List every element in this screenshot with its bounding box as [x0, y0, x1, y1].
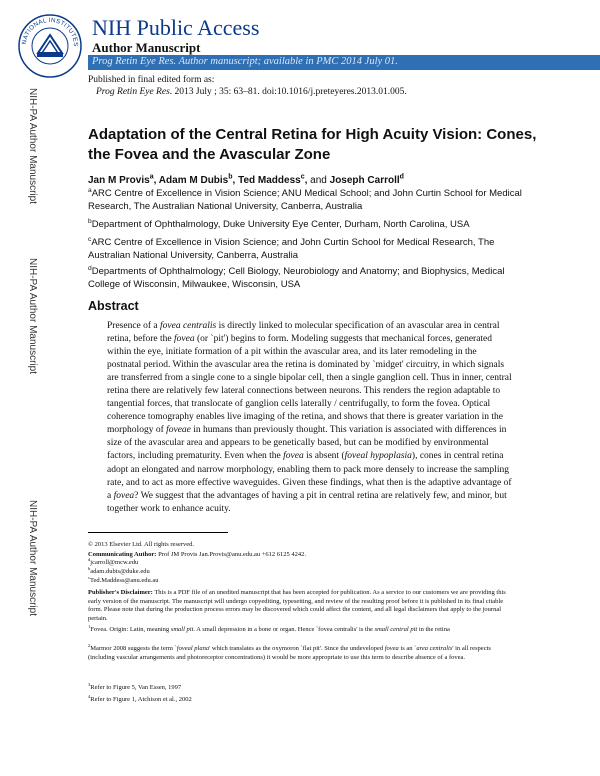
published-in-label: Published in final edited form as: [88, 75, 215, 85]
author-name: Adam M Dubis [158, 175, 229, 186]
publisher-disclaimer: Publisher's Disclaimer: This is a PDF file of an unedited manuscript that has been accepted for publication. As a service to our customers we are providing this early version of the manuscript. The manuscript will undergo copyediting, typesetting, and review of the resulting proof before it is published in its final citable form. Please note that during the production process errors may be discovered which could affect the content, and all legal disclaimers that apply to the journal pertain. [88, 589, 506, 622]
email-b: $^b$adam.dubis@duke.edu [88, 565, 150, 575]
affiliation-text: Departments of Ophthalmology; Cell Biology, Neurobiology and Anatomy; and Biophysics, Medical College of Wisconsin, Milwaukee, Wisconsin, USA [88, 266, 505, 290]
copyright-note: © 2013 Elsevier Ltd. All rights reserved. [88, 541, 195, 548]
citation-text: . 2013 July ; 35: 63–81. doi:10.1016/j.preteyeres.2013.01.005. [169, 87, 407, 97]
journal-name: Prog Retin Eye Res [96, 87, 170, 97]
author-sup: a [149, 173, 154, 181]
citation-line [96, 87, 407, 97]
footnote-4: $^4$Refer to Figure 1, Atchison et al., 2002 [88, 693, 192, 703]
header-band-text: Prog Retin Eye Res. Author manuscript; available in PMC 2014 July 01. [92, 56, 398, 67]
author-manuscript-label: Author Manuscript [92, 40, 201, 55]
footnote-1: $^1$Fovea. Origin: Latin, meaning small pit. A small depression in a bone or organ. Hence `fovea centralis' is the small central pit in the retina [88, 623, 450, 633]
corresponding-author: Communicating Author: Prof JM Provis Jan.Provis@anu.edu.au +612 6125 4242. [88, 551, 307, 558]
article-title: Adaptation of the Central Retina for High Acuity Vision: Cones, the Fovea and the Avascular Zone [88, 126, 537, 163]
side-label-middle: NIH-PA Author Manuscript [27, 258, 38, 374]
author-name: Ted Maddess [238, 175, 301, 186]
author-name: Jan M Provis [88, 175, 150, 186]
affiliation-sup: d [88, 264, 92, 272]
email-c: $^c$Ted.Maddess@anu.edu.au [88, 574, 159, 584]
affiliation-text: ARC Centre of Excellence in Vision Science; and John Curtin School for Medical Research, The Australian National University, Canberra, Australia [88, 237, 495, 261]
footnote-divider [88, 532, 228, 533]
author-sup: d [399, 173, 404, 181]
logo-text: NATIONAL INSTITUTES [20, 16, 80, 47]
abstract-body: Presence of a fovea centralis is directly linked to molecular specification of an avascular area in central retina, before the fovea (or `pit') begins to form. Modeling suggests that mechanical forces, generated within the eye, initiate formation of a pit within the avascular area, and its later remodeling in the postnatal period. Within the avascular area the retina is dominated by `midget' circuitry, in which signals are transferred from a single cone to a single bipolar cell, then a single ganglion cell. Thus in inner, central retina there are relatively few lateral connections between neurons. This renders the region adaptable to tangential forces, that translocate of ganglion cells laterally / centrifugally, to form the fovea. Optical coherence tomography enables live imaging of the retina, and shows that there is greater variation in the morphology of foveae in humans than previously thought. This variation is associated with differences in size of the avascular area and appears to be genetically based, but can be modified by environmental factors, including prematurity. Even when the fovea is absent (foveal hypoplasia), cones in central retina adopt an elongated and narrow morphology, enabling them to pack more densely to increase the sampling rate, and to act as more effective waveguides. Given these findings, what then is the adaptive advantage of a fovea? We suggest that the advantages of having a pit in central retina are relatively few, and minor, but together work to enhance acuity. [107, 321, 512, 514]
side-label-top: NIH-PA Author Manuscript [27, 88, 38, 204]
affiliation-c [88, 236, 528, 262]
author-sup: b [228, 173, 233, 181]
email-d: $^d$jcarroll@mcw.edu [88, 556, 139, 566]
author-sup: c [300, 173, 305, 181]
author-name: Joseph Carroll [329, 175, 400, 186]
affiliation-b [88, 218, 528, 231]
affiliation-sup: b [88, 217, 92, 225]
author-list: Jan M Provis$^a$, Adam M Dubis$^b$, Ted Maddess$^c$, and Joseph Carroll$^d$ [88, 173, 404, 186]
author-connector: and [310, 175, 327, 186]
side-label-bottom: NIH-PA Author Manuscript [27, 500, 38, 616]
affiliation-sup: a [88, 186, 92, 194]
abstract-heading: Abstract [88, 299, 139, 313]
affiliation-d [88, 265, 528, 291]
footnote-2: $^2$Marmor 2008 suggests the term `foveal plana' which translates as the oxymoron `flat pit'. Since the undeveloped fovea is an `area centralis' in all respects (including vascular arrangements and photoreceptor concentrations) it would be more appropriate to use this term to describe absence of a fovea. [88, 642, 491, 661]
affiliation-sup: c [88, 235, 92, 243]
nih-public-access-title: NIH Public Access [92, 15, 260, 40]
affiliation-a [88, 187, 528, 213]
nih-logo [17, 13, 83, 79]
affiliation-text: ARC Centre of Excellence in Vision Science; ANU Medical School; and John Curtin School for Medical Research, The Australian National University, Canberra, Australia [88, 188, 522, 212]
affiliation-text: Department of Ophthalmology, Duke University Eye Center, Durham, North Carolina, USA [91, 219, 470, 230]
footnote-3: $^3$Refer to Figure 5, Van Essen, 1997 [88, 681, 182, 691]
